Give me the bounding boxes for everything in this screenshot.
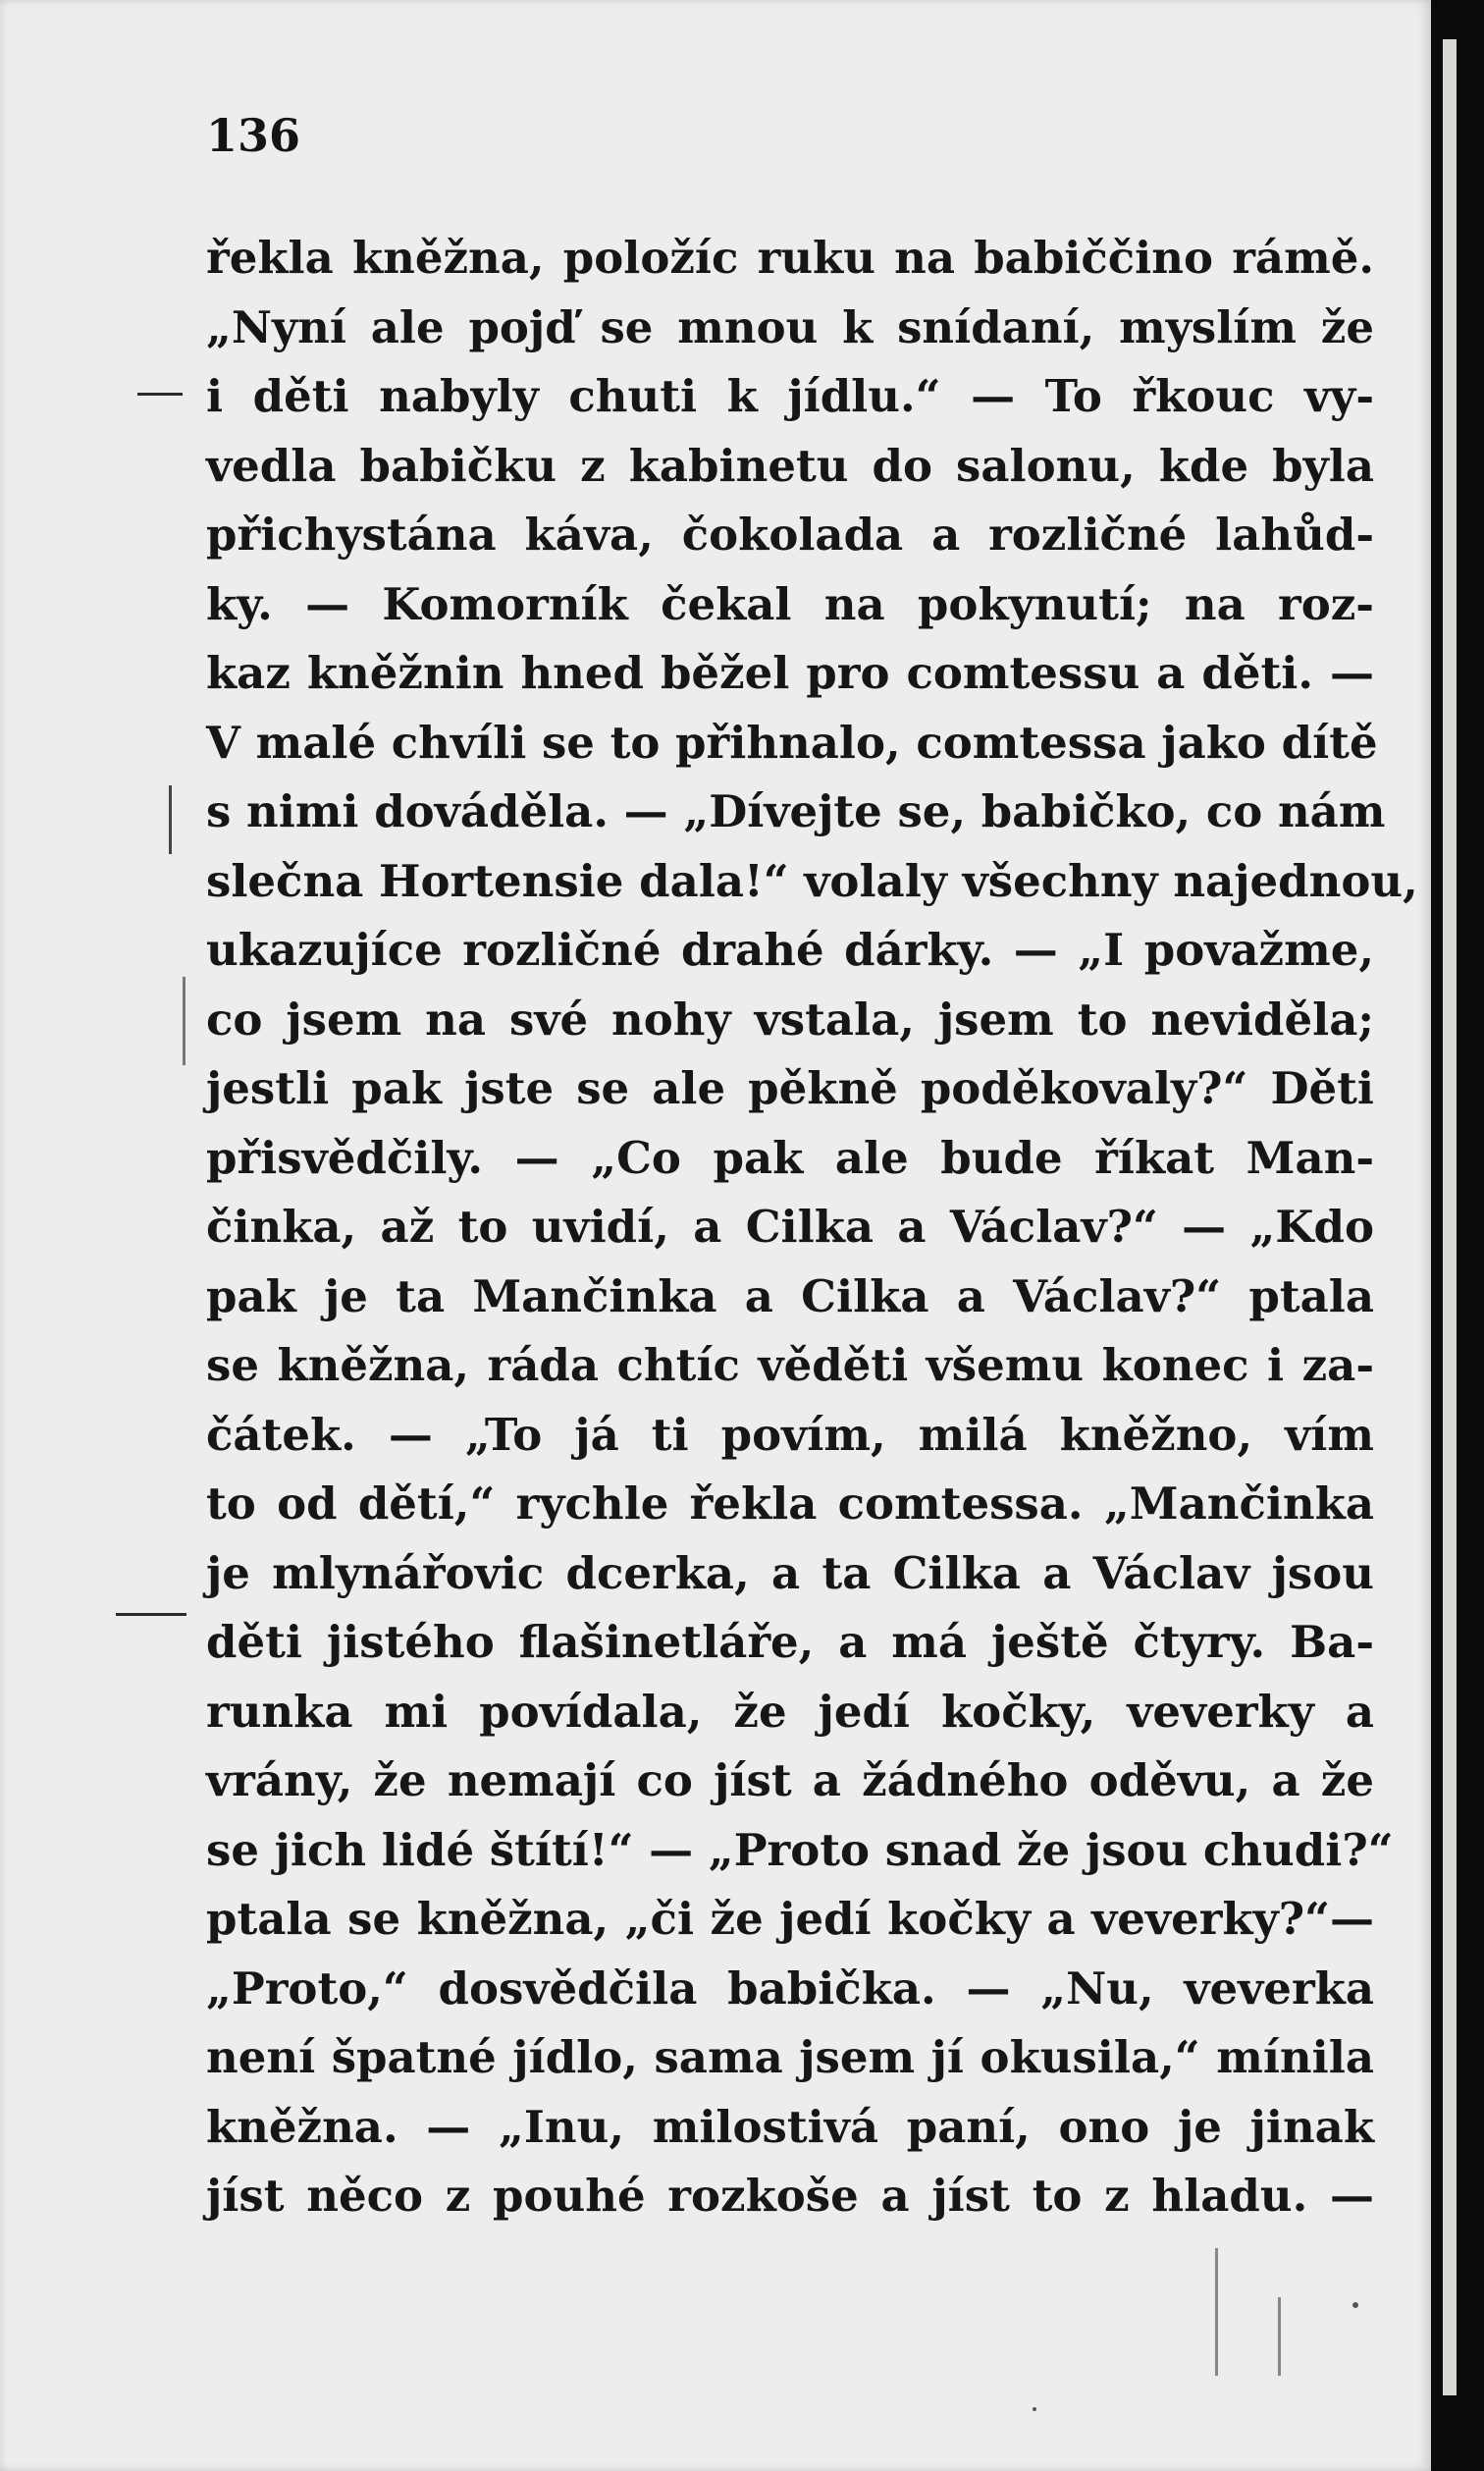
- text-line: jestli pak jste se ale pěkně poděkovaly?“ Děti: [206, 1062, 1374, 1114]
- text-line: se kněžna, ráda chtíc věděti všemu konec i za-: [206, 1339, 1374, 1391]
- text-line: slečna Hortensie dala!“ volaly všechny najednou,: [206, 854, 1418, 907]
- text-line: přichystána káva, čokolada a rozličné lahůd-: [206, 509, 1374, 561]
- text-line: děti jistého flašinetláře, a má ještě čtyry. Ba-: [206, 1616, 1374, 1668]
- text-line: „Proto,“ dosvědčila babička. — „Nu, veverka: [206, 1961, 1374, 2014]
- text-line: ky. — Komorník čekal na pokynutí; na roz-: [206, 577, 1374, 630]
- text-line: runka mi povídala, že jedí kočky, veverky a: [206, 1685, 1374, 1738]
- text-line: jíst něco z pouhé rozkoše a jíst to z hladu. —: [206, 2170, 1374, 2222]
- margin-tick: [169, 785, 172, 854]
- text-line: není špatné jídlo, sama jsem jí okusila,“ mínila: [206, 2031, 1374, 2083]
- text-line: se jich lidé štítí!“ — „Proto snad že jsou chudi?“: [206, 1823, 1394, 1876]
- text-line: ptala se kněžna, „či že jedí kočky a veverky?“—: [206, 1893, 1374, 1945]
- margin-mark: [116, 1613, 186, 1616]
- speck: [1033, 2407, 1036, 2411]
- page-number: 136: [206, 109, 301, 162]
- margin-mark: [137, 393, 183, 396]
- text-line: řekla kněžna, položíc ruku na babiččino rámě.: [206, 232, 1374, 284]
- text-line: přisvědčily. — „Co pak ale bude říkat Man-: [206, 1131, 1374, 1184]
- text-line: „Nyní ale pojď se mnou k snídaní, myslím že: [206, 300, 1374, 353]
- text-line: vrány, že nemají co jíst a žádného oděvu, a že: [206, 1754, 1374, 1806]
- text-line: vedla babičku z kabinetu do salonu, kde byla: [206, 439, 1374, 492]
- text-line: čátek. — „To já ti povím, milá kněžno, vím: [206, 1408, 1374, 1461]
- text-line: co jsem na své nohy vstala, jsem to neviděla;: [206, 993, 1374, 1046]
- text-line: to od dětí,“ rychle řekla comtessa. „Mančinka: [206, 1477, 1374, 1530]
- text-line: pak je ta Mančinka a Cilka a Václav?“ ptala: [206, 1269, 1374, 1322]
- page-edge: [1443, 39, 1457, 2395]
- speck: [1352, 2302, 1358, 2308]
- text-line: s nimi dováděla. — „Dívejte se, babičko, co nám: [206, 785, 1386, 837]
- text-line: kněžna. — „Inu, milostivá paní, ono je jinak: [206, 2100, 1374, 2153]
- text-line: je mlynářovic dcerka, a ta Cilka a Václav jsou: [206, 1546, 1374, 1599]
- text-line: i děti nabyly chuti k jídlu.“ — To řkouc vy-: [206, 370, 1374, 422]
- margin-tick: [183, 977, 186, 1065]
- body-text: [206, 224, 1418, 2231]
- margin-tick: [1215, 2248, 1218, 2376]
- text-line: kaz kněžnin hned běžel pro comtessu a děti. —: [206, 647, 1374, 699]
- margin-tick: [1278, 2297, 1281, 2376]
- text-line: V malé chvíli se to přihnalo, comtessa jako dítě: [206, 716, 1378, 769]
- text-line: činka, až to uvidí, a Cilka a Václav?“ — „Kdo: [206, 1201, 1374, 1253]
- text-line: ukazujíce rozličné drahé dárky. — „I považme,: [206, 924, 1374, 976]
